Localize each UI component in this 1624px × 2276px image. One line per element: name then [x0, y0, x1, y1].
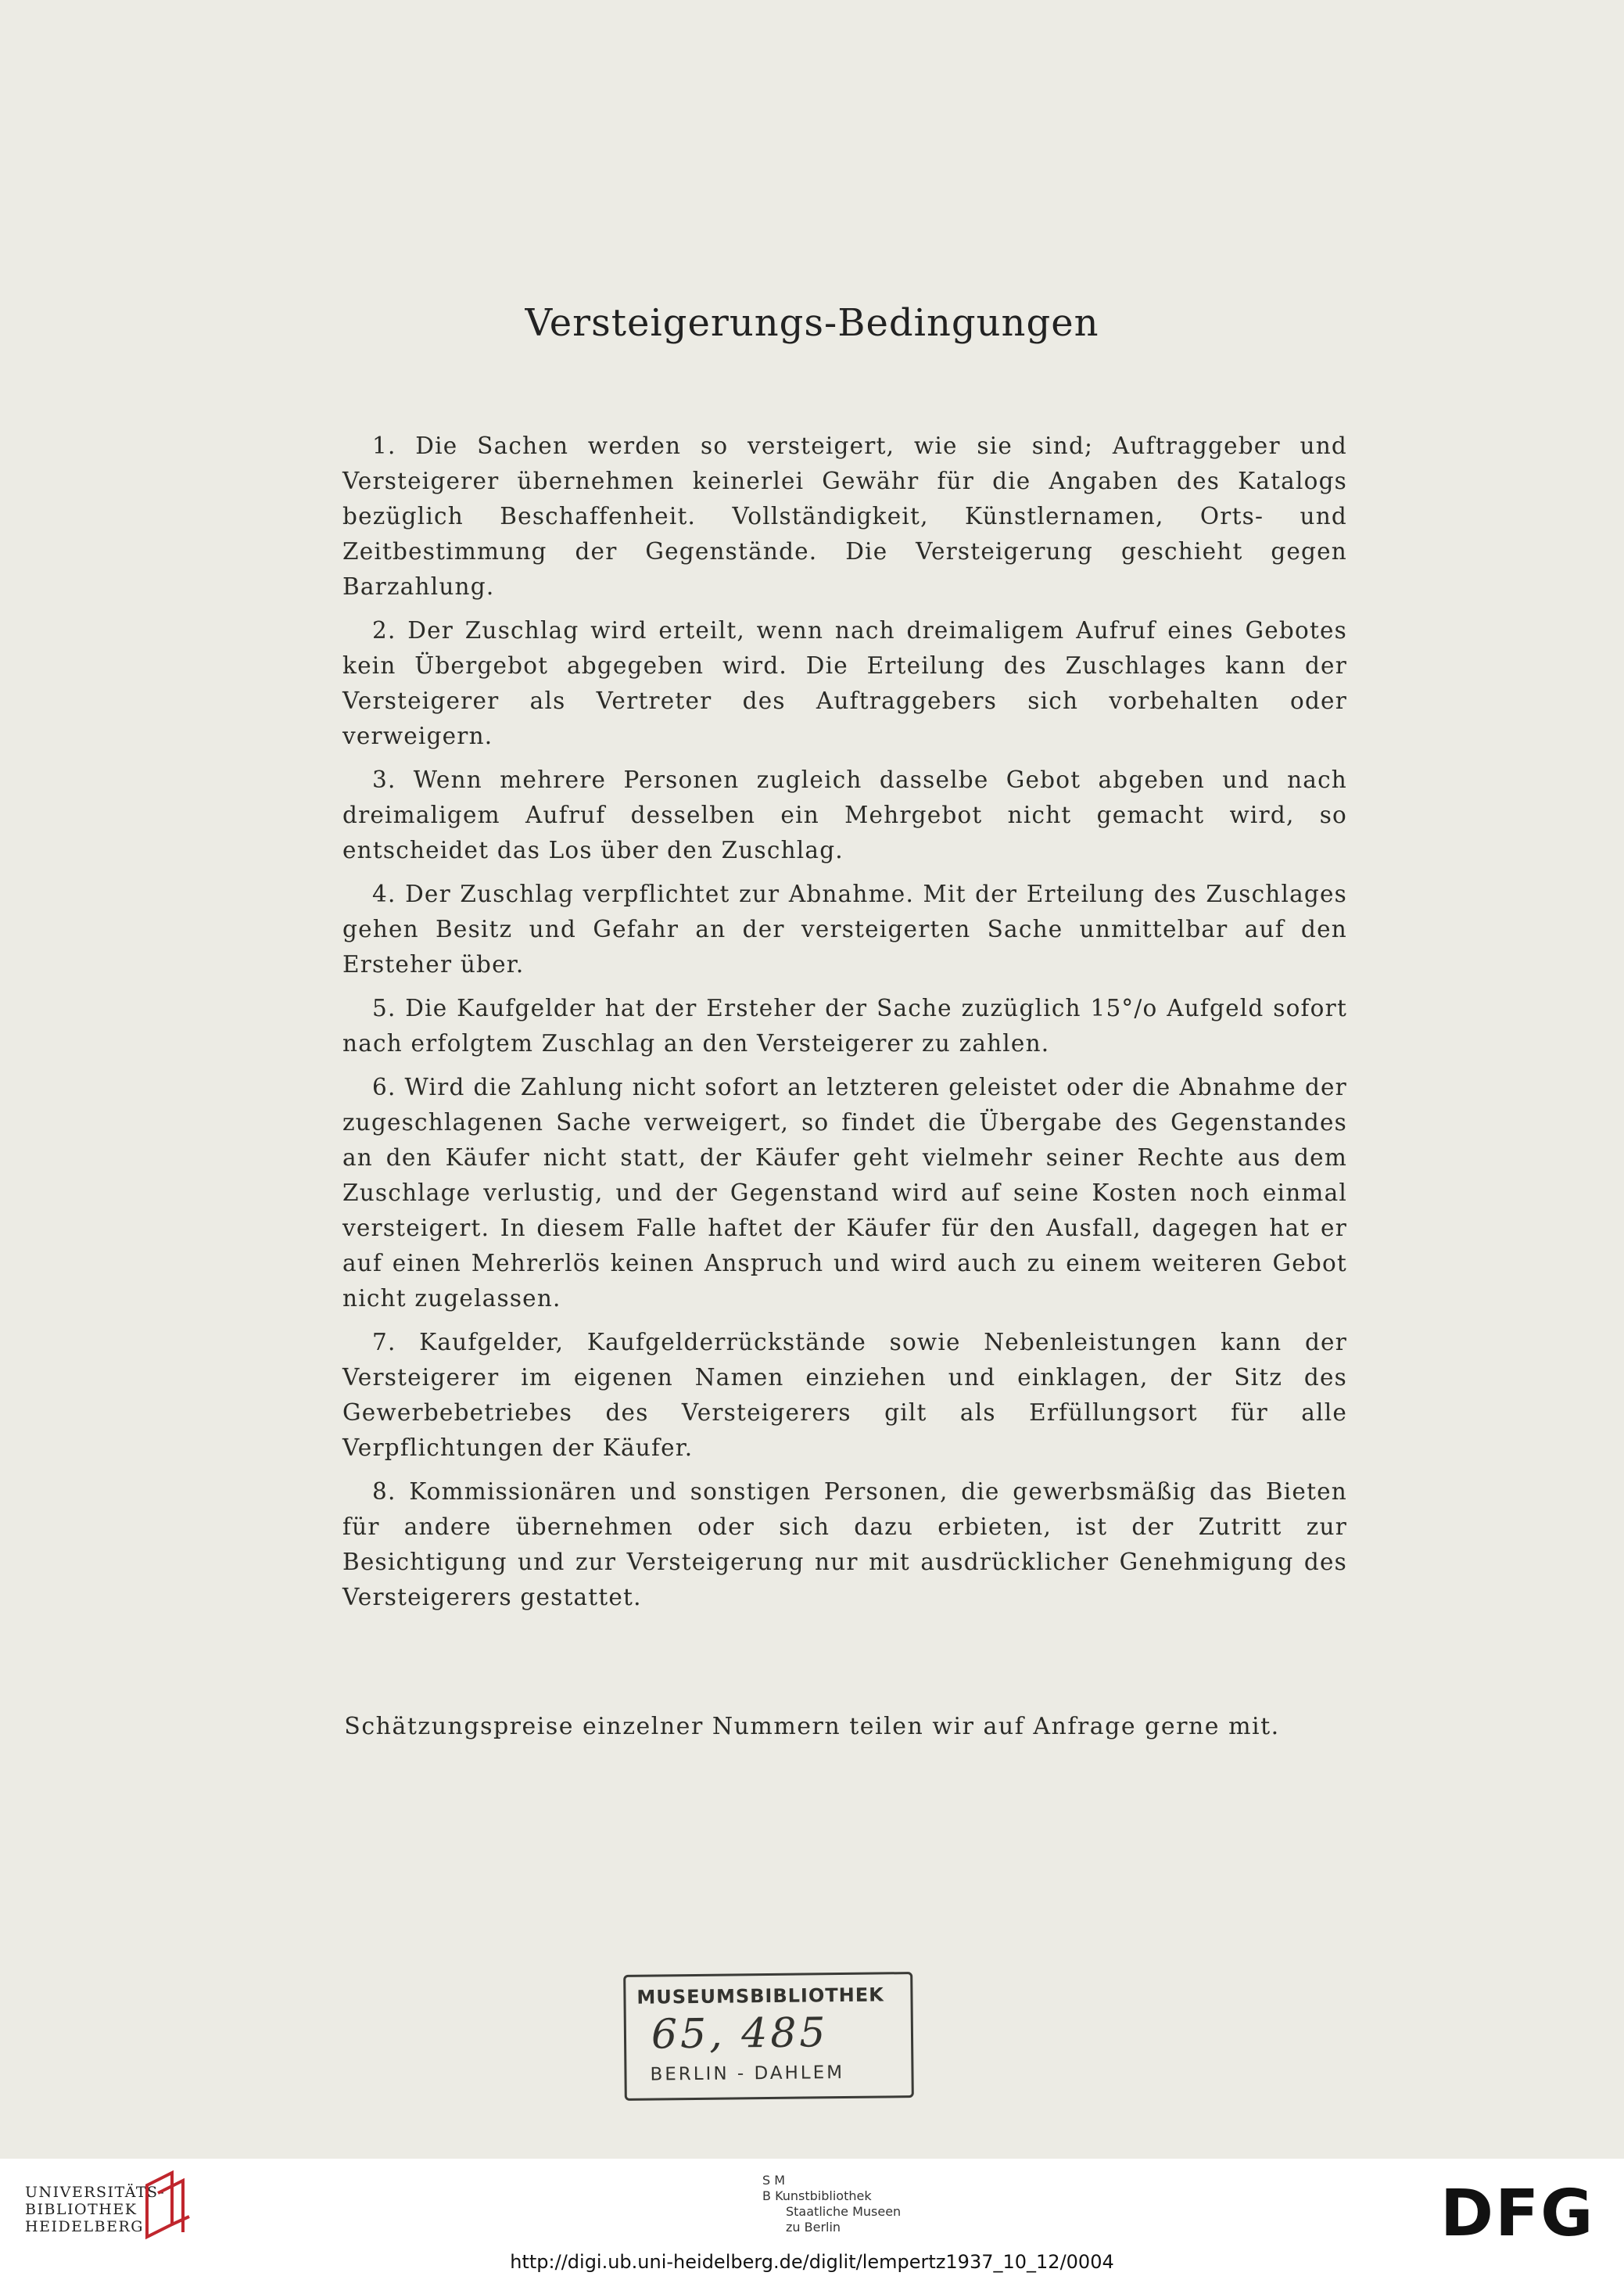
- sm-line-4: zu Berlin: [786, 2220, 841, 2235]
- terms-list: [342, 429, 1347, 1624]
- source-url[interactable]: http://digi.ub.uni-heidelberg.de/diglit/lempertz1937_10_12/0004: [510, 2251, 1114, 2273]
- term-8: 8. Kommissionären und sonstigen Personen, die gewerbsmäßig das Bieten für andere übernehmen oder sich dazu erbieten, ist der Zutritt zur Besichtigung und zur Versteigerung nur mit ausdrücklicher Genehmigung des Versteigerers gestattet.: [342, 1478, 1347, 1610]
- ub-line-3: HEIDELBERG: [25, 2218, 144, 2235]
- stamp-top-text: MUSEUMSBIBLIOTHEK: [636, 1983, 884, 2009]
- term-6: 6. Wird die Zahlung nicht sofort an letzteren geleistet oder die Abnahme der zugeschlagenen Sache verweigert, so findet die Übergabe des Gegenstandes an den Käufer nicht statt, der Käufer geht vielmehr seiner Rechte aus dem Zuschlage verlustig, und der Gegenstand wird auf seine Kosten noch einmal versteigert. In diesem Falle haftet der Käufer für den Ausfall, dagegen hat er auf einen Mehrerlös keinen Anspruch und wird auch zu einem weiteren Gebot nicht zugelassen.: [342, 1074, 1347, 1312]
- term-1: 1. Die Sachen werden so versteigert, wie sie sind; Auftraggeber und Versteigerer übernehmen keinerlei Gewähr für die Angaben des Katalogs bezüglich Beschaffenheit. Vollständigkeit, Künstlernamen, Orts- und Zeitbestimmung der Gegenstände. Die Versteigerung geschieht gegen Barzahlung.: [342, 433, 1347, 600]
- estimate-note: Schätzungspreise einzelner Nummern teilen wir auf Anfrage gerne mit.: [344, 1713, 1280, 1740]
- stamp-bottom-text: BERLIN - DAHLEM: [650, 2062, 845, 2085]
- sm-line-3: Staatliche Museen: [786, 2204, 902, 2219]
- term-5: 5. Die Kaufgelder hat der Ersteher der Sache zuzüglich 15°/o Aufgeld sofort nach erfolgtem Zuschlag an den Versteigerer zu zahlen.: [342, 995, 1347, 1057]
- dfg-logo: DFG: [1440, 2177, 1595, 2251]
- term-2: 2. Der Zuschlag wird erteilt, wenn nach dreimaligem Aufruf eines Gebotes kein Übergebot abgegeben wird. Die Erteilung des Zuschlages kann der Versteigerer als Vertreter des Auftraggebers sich vorbehalten oder verweigern.: [342, 617, 1347, 749]
- library-stamp: [623, 1972, 914, 2101]
- ub-heidelberg-logo-icon: [141, 2170, 195, 2240]
- sm-line-1: S M: [762, 2173, 786, 2188]
- ub-line-1: UNIVERSITÄTS-: [25, 2184, 166, 2201]
- term-3: 3. Wenn mehrere Personen zugleich dasselbe Gebot abgeben und nach dreimaligem Aufruf desselben ein Mehrgebot nicht gemacht wird, so entscheidet das Los über den Zuschlag.: [342, 766, 1347, 863]
- stamp-number: 65, 485: [651, 2009, 829, 2059]
- footer-bar: [0, 2159, 1624, 2276]
- ub-line-2: BIBLIOTHEK: [25, 2201, 138, 2218]
- term-7: 7. Kaufgelder, Kaufgelderrückstände sowie Nebenleistungen kann der Versteigerer im eigenen Namen einziehen und einklagen, der Sitz des Gewerbebetriebes des Versteigerers gilt als Erfüllungsort für alle Verpflichtungen der Käufer.: [342, 1329, 1347, 1461]
- page-title: Versteigerungs-Bedingungen: [525, 301, 1099, 345]
- sm-line-2: B Kunstbibliothek: [762, 2188, 872, 2203]
- sm-kunstbibliothek-label: [762, 2173, 901, 2235]
- term-4: 4. Der Zuschlag verpflichtet zur Abnahme. Mit der Erteilung des Zuschlages gehen Besitz und Gefahr an der versteigerten Sache unmittelbar auf den Ersteher über.: [342, 881, 1347, 978]
